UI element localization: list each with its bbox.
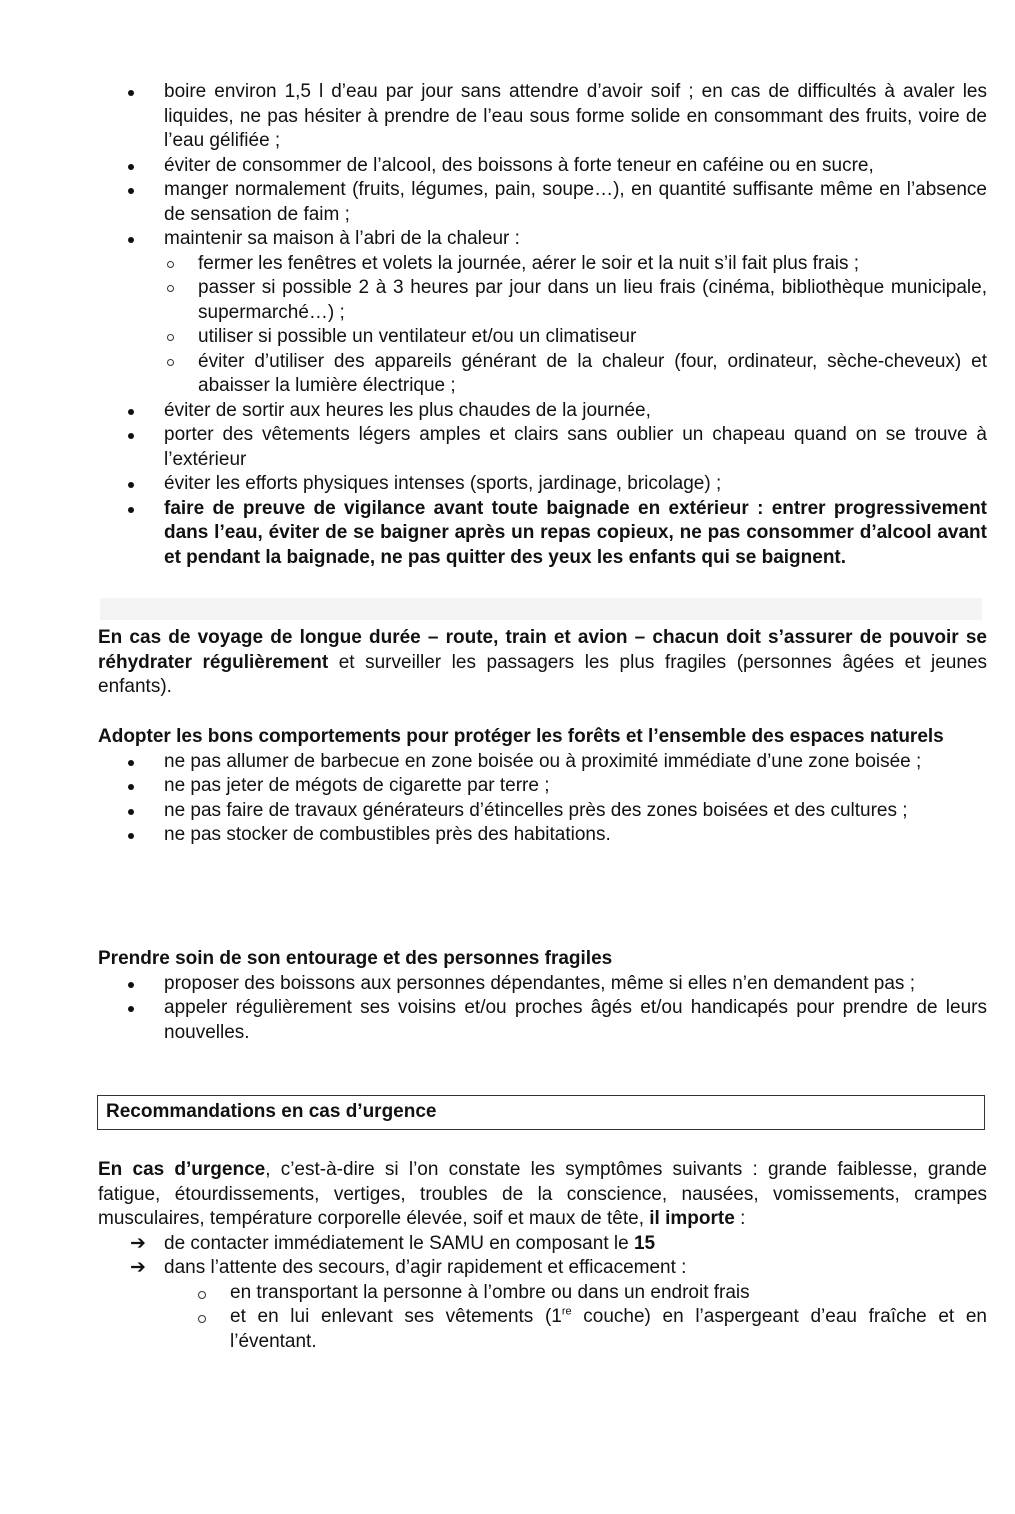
care-section <box>0 947 1015 1045</box>
list-item <box>0 750 1015 775</box>
arrow-right-icon: ➔ <box>130 1257 146 1278</box>
arrow-item <box>0 1232 1015 1257</box>
sublist-item-text-end: couche) en l’aspergeant d’eau fraîche et en l’éventant. <box>230 1306 987 1352</box>
urgence-intro-text: , c’est-à-dire si l’on constate les symptômes suivants : grande faiblesse, grande fatigue, étourdissements, vertiges, troubles de la conscience, nausées, vomissements, crampes musculaires, température corporelle élevée, soif et maux de tête, <box>98 1159 987 1229</box>
sublist-item <box>0 252 1015 277</box>
arrow-item-text: dans l’attente des secours, d’agir rapidement et efficacement : <box>164 1257 687 1278</box>
urgence-section <box>0 1158 1015 1354</box>
forests-section <box>0 725 1015 848</box>
hollow-bullet-icon <box>167 261 174 268</box>
list-item-text: ne pas faire de travaux générateurs d’étincelles près des zones boisées et des cultures ; <box>164 799 908 821</box>
list-item <box>0 154 1015 179</box>
arrow-item-text: de contacter immédiatement le SAMU en composant le <box>164 1232 634 1254</box>
travel-bold-text: En cas de voyage de longue durée – route, train et avion – chacun doit s’assurer de pouvoir se réhydrater régulièrement <box>98 627 987 673</box>
forests-heading: Adopter les bons comportements pour protéger les forêts et l’ensemble des espaces naturels <box>98 726 944 747</box>
sublist-item-text: fermer les fenêtres et volets la journée, aérer le soir et la nuit s’il fait plus frais ; <box>198 252 860 274</box>
sublist-item <box>0 350 1015 399</box>
list-item <box>0 399 1015 424</box>
bullet-icon <box>128 188 134 194</box>
list-item-text: maintenir sa maison à l’abri de la chaleur : <box>164 228 520 249</box>
bullet-icon <box>128 760 134 766</box>
urgence-intro <box>0 1158 1015 1232</box>
bullet-icon <box>128 833 134 839</box>
list-item <box>0 227 1015 252</box>
travel-text: et surveiller les passagers les plus fragiles (personnes âgées et jeunes enfants). <box>98 651 987 697</box>
urgence-title: Recommandations en cas d’urgence <box>106 1101 437 1122</box>
hydration-list <box>0 80 1015 570</box>
urgence-title-box <box>97 1095 985 1130</box>
bullet-icon <box>128 409 134 415</box>
bullet-icon <box>128 982 134 988</box>
urgence-intro-bold-end: il importe <box>649 1208 735 1229</box>
list-item <box>0 972 1015 997</box>
bullet-icon <box>128 164 134 170</box>
house-sublist <box>0 252 1015 399</box>
sublist-item <box>0 325 1015 350</box>
sublist-item-text: en transportant la personne à l’ombre ou dans un endroit frais <box>230 1281 750 1303</box>
sublist-item-text: et en lui enlevant ses vêtements (1 <box>230 1306 562 1327</box>
care-heading: Prendre soin de son entourage et des personnes fragiles <box>98 948 613 969</box>
list-item-text: proposer des boissons aux personnes dépendantes, même si elles n’en demandent pas ; <box>164 972 915 994</box>
bullet-icon <box>128 482 134 488</box>
list-item-swim <box>0 497 1015 571</box>
list-item-text: boire environ 1,5 l d’eau par jour sans attendre d’avoir soif ; en cas de difficultés à avaler les liquides, ne pas hésiter à prendre de l’eau sous forme solide en consommant des fruits, voire de l’eau gélifiée ; <box>164 81 987 151</box>
list-item-text: manger normalement (fruits, légumes, pain, soupe…), en quantité suffisante même en l’absence de sensation de faim ; <box>164 179 987 225</box>
hollow-bullet-icon <box>167 285 174 292</box>
list-item <box>0 774 1015 799</box>
list-item-text: éviter de consommer de l’alcool, des boissons à forte teneur en caféine ou en sucre, <box>164 154 874 176</box>
sublist-item <box>0 276 1015 325</box>
list-item-text: faire de preuve de vigilance avant toute baignade en extérieur : entrer progressivement dans l’eau, éviter de se baigner après un repas copieux, ne pas consommer d’alcool avant et pendant la baignade, ne pas quitter des yeux les enfants qui se baignent. <box>164 497 987 568</box>
bullet-icon <box>128 1006 134 1012</box>
list-item <box>0 823 1015 848</box>
arrow-item <box>0 1256 1015 1281</box>
arrow-right-icon: ➔ <box>130 1232 146 1254</box>
sublist-item-text: utiliser si possible un ventilateur et/ou un climatiseur <box>198 326 637 347</box>
list-item-text: ne pas allumer de barbecue en zone boisée ou à proximité immédiate d’une zone boisée ; <box>164 750 922 772</box>
bullet-icon <box>128 809 134 815</box>
list-item <box>0 996 1015 1045</box>
list-item-text: éviter de sortir aux heures les plus chaudes de la journée, <box>164 399 651 421</box>
urgence-intro-bold: En cas d’urgence <box>98 1159 266 1180</box>
sublist-item-text: éviter d’utiliser des appareils générant de la chaleur (four, ordinateur, sèche-cheveux) et abaisser la lumière électrique ; <box>198 350 987 396</box>
list-item-text: ne pas jeter de mégots de cigarette par terre ; <box>164 775 550 796</box>
list-item-text: éviter les efforts physiques intenses (sports, jardinage, bricolage) ; <box>164 473 722 494</box>
superscript: re <box>561 1305 572 1318</box>
list-item-text: porter des vêtements légers amples et clairs sans oublier un chapeau quand on se trouve à l’extérieur <box>164 424 987 470</box>
samu-number: 15 <box>633 1232 656 1254</box>
list-item <box>0 423 1015 472</box>
hollow-bullet-icon <box>198 1291 206 1299</box>
list-item <box>0 178 1015 227</box>
separator-band <box>100 598 982 620</box>
bullet-icon <box>128 507 134 513</box>
sublist-item <box>0 1281 1015 1306</box>
list-item-text: appeler régulièrement ses voisins et/ou proches âgés et/ou handicapés pour prendre de leurs nouvelles. <box>164 997 987 1043</box>
bullet-icon <box>128 237 134 243</box>
list-item <box>0 799 1015 824</box>
bullet-icon <box>128 784 134 790</box>
sublist-item-text: passer si possible 2 à 3 heures par jour dans un lieu frais (cinéma, bibliothèque municipale, supermarché…) ; <box>198 277 987 323</box>
urgence-intro-colon: : <box>734 1208 746 1229</box>
bullet-icon <box>128 90 134 96</box>
hollow-bullet-icon <box>167 334 174 341</box>
hollow-bullet-icon <box>198 1315 206 1323</box>
list-item-text: ne pas stocker de combustibles près des habitations. <box>164 824 611 845</box>
sublist-item <box>0 1305 1015 1354</box>
hollow-bullet-icon <box>167 359 174 366</box>
list-item <box>0 80 1015 154</box>
bullet-icon <box>128 433 134 439</box>
list-item <box>0 472 1015 497</box>
travel-paragraph <box>0 626 1015 700</box>
